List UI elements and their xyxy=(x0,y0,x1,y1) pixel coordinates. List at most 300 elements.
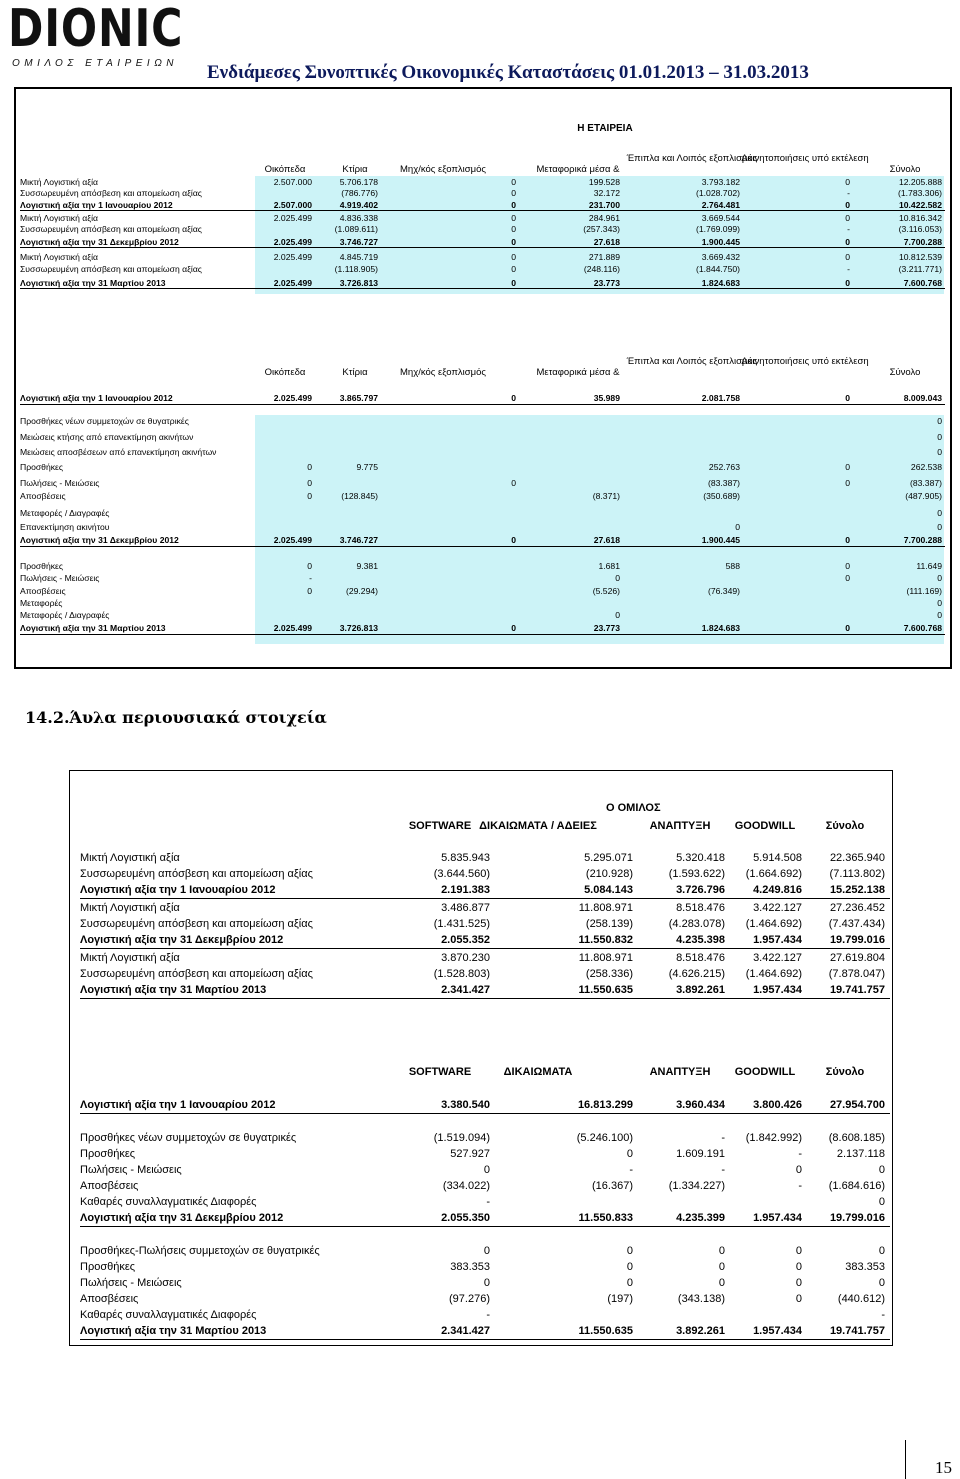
cell-value: (210.928) xyxy=(585,868,633,880)
cell-value: 4.235.399 xyxy=(676,1212,725,1224)
cell-value: (83.387) xyxy=(909,478,942,488)
table-row xyxy=(80,982,890,999)
row-label: Λογιστική αξία την 1 Ιανουαρίου 2012 xyxy=(20,393,173,403)
cell-value: 0 xyxy=(795,1293,802,1305)
table-row xyxy=(20,623,945,635)
cell-value: 2.025.499 xyxy=(273,213,312,223)
cell-value: (128.845) xyxy=(341,491,378,501)
cell-value: (258.336) xyxy=(585,968,633,980)
table-row xyxy=(20,535,945,547)
row-label: Προσθήκες xyxy=(20,462,64,472)
cell-value: 383.353 xyxy=(845,1261,885,1273)
cell-value: - xyxy=(798,1180,802,1192)
row-label: Λογιστική αξία την 31 Δεκεμβρίου 2012 xyxy=(80,1212,284,1224)
row-label: Καθαρές συναλλαγματικές Διαφορές xyxy=(80,1309,257,1321)
cell-value: 0 xyxy=(615,573,620,583)
cell-value: 0 xyxy=(845,200,850,210)
cell-value: 0 xyxy=(845,252,850,262)
cell-value: 0 xyxy=(307,561,312,571)
table-row xyxy=(20,213,945,223)
table-row xyxy=(20,522,945,533)
column-header: Μηχ/κός εξοπλισμός xyxy=(400,164,486,175)
column-header: Μεταφορικά μέσα & xyxy=(536,164,620,175)
cell-value: 12.205.888 xyxy=(898,177,942,187)
row-label: Μεταφορές / Διαγραφές xyxy=(20,610,110,620)
cell-value: 0 xyxy=(511,535,516,545)
cell-value: 0 xyxy=(307,478,312,488)
cell-value: (1.769.099) xyxy=(696,224,740,234)
cell-value: 1.681 xyxy=(598,561,620,571)
cell-value: 3.422.127 xyxy=(753,902,802,914)
cell-value: 32.172 xyxy=(593,188,620,198)
cell-value: 0 xyxy=(937,573,942,583)
cell-value: 7.700.288 xyxy=(903,237,942,247)
row-label: Αποσβέσεις xyxy=(80,1180,139,1192)
cell-value: 0 xyxy=(718,1277,725,1289)
row-label: Λογιστική αξία την 31 Δεκεμβρίου 2012 xyxy=(20,237,179,247)
cell-value: 0 xyxy=(511,188,516,198)
row-label: Λογιστική αξία την 31 Δεκεμβρίου 2012 xyxy=(20,535,179,545)
column-header: Μεταφορικά μέσα & xyxy=(536,367,620,378)
row-label: Συσσωρευμένη απόσβεση και απομείωση αξίας xyxy=(80,868,313,880)
cell-value: 0 xyxy=(795,1261,802,1273)
row-label: Λογιστική αξία την 1 Ιανουαρίου 2012 xyxy=(80,884,276,896)
cell-value: 383.353 xyxy=(450,1261,490,1273)
company-logo xyxy=(8,0,208,69)
cell-value: 252.763 xyxy=(708,462,740,472)
cell-value: 10.816.342 xyxy=(898,213,942,223)
table-row xyxy=(20,252,945,262)
cell-value: 11.550.635 xyxy=(578,984,633,996)
cell-value: (5.526) xyxy=(592,586,620,596)
cell-value: 8.518.476 xyxy=(676,952,725,964)
cell-value: 2.025.499 xyxy=(273,252,312,262)
cell-value: 10.812.539 xyxy=(898,252,942,262)
cell-value: 0 xyxy=(626,1261,633,1273)
cell-value: 19.741.757 xyxy=(829,984,885,996)
column-header: GOODWILL xyxy=(734,820,796,832)
cell-value: 2.507.000 xyxy=(273,200,312,210)
cell-value: (786.776) xyxy=(341,188,378,198)
cell-value: 5.914.508 xyxy=(753,852,802,864)
column-header: Οικόπεδα xyxy=(264,164,306,175)
cell-value: 3.865.797 xyxy=(339,393,378,403)
cell-value: 0 xyxy=(795,1245,802,1257)
cell-value: (1.593.622) xyxy=(668,868,725,880)
row-label: Επανεκτίμηση ακινήτου xyxy=(20,522,110,532)
cell-value: 3.726.813 xyxy=(339,623,378,633)
cell-value: (29.294) xyxy=(345,586,378,596)
row-label: Προσθήκες νέων συμμετοχών σε θυγατρικές xyxy=(20,416,189,426)
cell-value: 3.892.261 xyxy=(676,984,725,996)
column-header: Μηχ/κός εξοπλισμός xyxy=(400,367,486,378)
table-row xyxy=(80,1291,890,1307)
row-label: Λογιστική αξία την 31 Μαρτίου 2013 xyxy=(20,278,166,288)
cell-value: (1.519.094) xyxy=(433,1132,490,1144)
cell-value: 19.799.016 xyxy=(829,934,885,946)
row-label: Λογιστική αξία την 31 Μαρτίου 2013 xyxy=(80,1325,267,1337)
cell-value: 3.793.182 xyxy=(701,177,740,187)
column-header: ΔΙΚΑΙΩΜΑΤΑ xyxy=(503,1066,573,1078)
cell-value: 27.619.804 xyxy=(829,952,885,964)
cell-value: 2.025.499 xyxy=(273,237,312,247)
table-row xyxy=(80,1323,890,1340)
cell-value: 0 xyxy=(511,177,516,187)
cell-value: 0 xyxy=(845,213,850,223)
cell-value: 2.137.118 xyxy=(836,1148,885,1160)
table-row xyxy=(80,1259,890,1275)
cell-value: 3.746.727 xyxy=(339,237,378,247)
cell-value: 11.649 xyxy=(916,561,942,571)
cell-value: 0 xyxy=(511,252,516,262)
cell-value: (3.211.771) xyxy=(898,264,942,274)
row-label: Λογιστική αξία την 31 Μαρτίου 2013 xyxy=(80,984,267,996)
cell-value: 262.538 xyxy=(910,462,942,472)
column-header: Έπιπλα και Λοιπός εξοπλισμός xyxy=(626,153,758,164)
table-row xyxy=(80,1307,890,1323)
cell-value: 3.669.544 xyxy=(701,213,740,223)
cell-value: 0 xyxy=(845,393,850,403)
row-label: Συσσωρευμένη απόσβεση και απομείωση αξίας xyxy=(20,264,202,274)
cell-value: (1.431.525) xyxy=(433,918,490,930)
cell-value: 1.824.683 xyxy=(701,278,740,288)
cell-value: 0 xyxy=(937,432,942,442)
table-row xyxy=(80,882,890,899)
table-row xyxy=(80,850,890,866)
cell-value: 1.957.434 xyxy=(753,1212,802,1224)
cell-value: 3.422.127 xyxy=(753,952,802,964)
cell-value: 0 xyxy=(878,1196,885,1208)
cell-value: 2.764.481 xyxy=(701,200,740,210)
column-header: Οικόπεδα xyxy=(264,367,306,378)
table-row xyxy=(80,1097,890,1114)
cell-value: - xyxy=(309,573,312,583)
column-header: SOFTWARE xyxy=(408,820,472,832)
document-title: Ενδιάμεσες Συνοπτικές Οικονομικές Καταστάσεις 01.01.2013 – 31.03.2013 xyxy=(207,62,809,83)
cell-value: - xyxy=(486,1309,490,1321)
table-row xyxy=(20,278,945,289)
table-row xyxy=(20,491,945,502)
cell-value: (1.089.611) xyxy=(334,224,378,234)
cell-value: 2.025.499 xyxy=(273,393,312,403)
cell-value: - xyxy=(847,264,850,274)
row-label: Μειώσεις αποσβέσεων από επανεκτίμηση ακινήτων xyxy=(20,447,217,457)
column-header: ΑΝΑΠΤΥΞΗ xyxy=(649,1066,711,1078)
cell-value: 0 xyxy=(511,213,516,223)
column-header: Σύνολο xyxy=(889,367,921,378)
cell-value: (3.644.560) xyxy=(433,868,490,880)
cell-value: 0 xyxy=(483,1277,490,1289)
cell-value: 0 xyxy=(511,200,516,210)
cell-value: 3.726.796 xyxy=(676,884,725,896)
cell-value: (76.349) xyxy=(707,586,740,596)
cell-value: 3.486.877 xyxy=(441,902,490,914)
row-label: Λογιστική αξία την 1 Ιανουαρίου 2012 xyxy=(80,1099,276,1111)
cell-value: 0 xyxy=(718,1245,725,1257)
cell-value: (1.118.905) xyxy=(334,264,378,274)
cell-value: 0 xyxy=(937,447,942,457)
table-row xyxy=(80,932,890,949)
cell-value: - xyxy=(721,1164,725,1176)
cell-value: 5.084.143 xyxy=(584,884,633,896)
table-row xyxy=(20,462,945,473)
cell-value: 0 xyxy=(845,478,850,488)
cell-value: (8.371) xyxy=(592,491,620,501)
cell-value: 2.055.350 xyxy=(441,1212,490,1224)
cell-value: 15.252.138 xyxy=(829,884,885,896)
cell-value: 11.808.971 xyxy=(578,902,633,914)
cell-value: - xyxy=(847,188,850,198)
cell-value: (7.437.434) xyxy=(828,918,885,930)
table-row xyxy=(20,561,945,572)
cell-value: 2.025.499 xyxy=(273,535,312,545)
cell-value: 0 xyxy=(718,1261,725,1273)
cell-value: 1.957.434 xyxy=(753,984,802,996)
row-label: Αποσβέσεις xyxy=(20,491,66,501)
row-label: Προσθήκες-Πωλήσεις συμμετοχών σε θυγατρικές xyxy=(80,1245,320,1257)
cell-value: 0 xyxy=(307,491,312,501)
cell-value: (1.334.227) xyxy=(668,1180,725,1192)
cell-value: 0 xyxy=(845,535,850,545)
table-row xyxy=(20,573,945,584)
cell-value: 0 xyxy=(511,264,516,274)
row-label: Πωλήσεις - Μειώσεις xyxy=(20,478,100,488)
table-row xyxy=(80,900,890,916)
column-header: Ακινητοποιήσεις υπό εκτέλεση xyxy=(741,356,869,367)
cell-value: 4.845.719 xyxy=(339,252,378,262)
row-label: Μικτή Λογιστική αξία xyxy=(20,213,98,223)
column-header: Σύνολο xyxy=(825,1066,865,1078)
table-row xyxy=(20,432,945,443)
cell-value: 271.889 xyxy=(588,252,620,262)
table-row xyxy=(20,586,945,597)
cell-value: (1.028.702) xyxy=(696,188,740,198)
column-header: Ακινητοποιήσεις υπό εκτέλεση xyxy=(741,153,869,164)
table-row xyxy=(80,1194,890,1210)
company-table-title: Η ΕΤΑΙΡΕΙΑ xyxy=(577,123,633,134)
row-label: Συσσωρευμένη απόσβεση και απομείωση αξίας xyxy=(20,224,202,234)
cell-value: 3.960.434 xyxy=(676,1099,725,1111)
table-row xyxy=(20,610,945,621)
cell-value: 0 xyxy=(626,1148,633,1160)
row-label: Πωλήσεις - Μειώσεις xyxy=(20,573,100,583)
cell-value: (1.684.616) xyxy=(828,1180,885,1192)
row-label: Συσσωρευμένη απόσβεση και απομείωση αξίας xyxy=(80,918,313,930)
cell-value: 2.191.383 xyxy=(441,884,490,896)
cell-value: 588 xyxy=(725,561,740,571)
column-header: ΔΙΚΑΙΩΜΑΤΑ / ΑΔΕΙΕΣ xyxy=(479,820,597,832)
column-header: Σύνολο xyxy=(825,820,865,832)
cell-value: (111.169) xyxy=(906,586,942,596)
cell-value: 11.550.832 xyxy=(578,934,633,946)
cell-value: 199.528 xyxy=(588,177,620,187)
table-row xyxy=(80,916,890,932)
table-row xyxy=(80,966,890,982)
cell-value: - xyxy=(629,1164,633,1176)
cell-value: 0 xyxy=(795,1164,802,1176)
table-row xyxy=(80,866,890,882)
cell-value: 2.081.758 xyxy=(701,393,740,403)
cell-value: 4.919.402 xyxy=(339,200,378,210)
table-row xyxy=(20,264,945,274)
cell-value: 0 xyxy=(511,623,516,633)
cell-value: 3.870.230 xyxy=(441,952,490,964)
cell-value: 19.741.757 xyxy=(829,1325,885,1337)
cell-value: 0 xyxy=(937,598,942,608)
cell-value: 8.518.476 xyxy=(676,902,725,914)
table-row xyxy=(20,237,945,248)
cell-value: 0 xyxy=(845,177,850,187)
cell-value: 7.600.768 xyxy=(903,623,942,633)
cell-value: (487.905) xyxy=(905,491,942,501)
cell-value: (4.283.078) xyxy=(668,918,725,930)
cell-value: 0 xyxy=(626,1245,633,1257)
row-label: Αποσβέσεις xyxy=(80,1293,139,1305)
column-header: Σύνολο xyxy=(889,164,921,175)
cell-value: 0 xyxy=(845,623,850,633)
table-row xyxy=(80,1178,890,1194)
table-row xyxy=(20,478,945,489)
cell-value: 3.726.813 xyxy=(339,278,378,288)
cell-value: (197) xyxy=(607,1293,633,1305)
cell-value: 16.813.299 xyxy=(577,1099,633,1111)
row-label: Μεταφορές / Διαγραφές xyxy=(20,508,110,518)
cell-value: (1.464.692) xyxy=(745,968,802,980)
cell-value: (1.528.803) xyxy=(433,968,490,980)
cell-value: (97.276) xyxy=(449,1293,490,1305)
cell-value: - xyxy=(847,224,850,234)
table-row xyxy=(20,447,945,458)
logo-subtitle: ΟΜΙΛΟΣ ΕΤΑΙΡΕΙΩΝ xyxy=(12,58,179,69)
cell-value: 2.341.427 xyxy=(441,1325,490,1337)
cell-value: (440.612) xyxy=(837,1293,885,1305)
cell-value: 527.927 xyxy=(450,1148,490,1160)
row-label: Λογιστική αξία την 31 Μαρτίου 2013 xyxy=(20,623,166,633)
cell-value: 5.295.071 xyxy=(584,852,633,864)
cell-value: (1.664.692) xyxy=(745,868,802,880)
cell-value: 0 xyxy=(735,522,740,532)
cell-value: 3.800.426 xyxy=(753,1099,802,1111)
cell-value: - xyxy=(721,1132,725,1144)
cell-value: 23.773 xyxy=(593,278,620,288)
table-row xyxy=(80,1130,890,1146)
cell-value: 35.989 xyxy=(593,393,620,403)
column-header: SOFTWARE xyxy=(408,1066,472,1078)
page-number-rule xyxy=(905,1440,906,1479)
cell-value: 27.236.452 xyxy=(829,902,885,914)
cell-value: (1.464.692) xyxy=(745,918,802,930)
row-label: Πωλήσεις - Μειώσεις xyxy=(80,1277,182,1289)
column-header: Κτίρια xyxy=(342,367,368,378)
table-row xyxy=(20,177,945,187)
cell-value: 0 xyxy=(845,237,850,247)
cell-value: 0 xyxy=(483,1245,490,1257)
section-title: 14.2.Άυλα περιουσιακά στοιχεία xyxy=(25,708,327,727)
table-row xyxy=(80,1146,890,1162)
cell-value: 1.957.434 xyxy=(753,934,802,946)
column-header: Κτίρια xyxy=(342,164,368,175)
cell-value: 0 xyxy=(511,278,516,288)
table-row xyxy=(20,598,945,609)
row-label: Μειώσεις κτήσης από επανεκτίμηση ακινήτων xyxy=(20,432,194,442)
cell-value: (248.116) xyxy=(583,264,620,274)
cell-value: - xyxy=(798,1148,802,1160)
cell-value: 284.961 xyxy=(588,213,620,223)
cell-value: 1.609.191 xyxy=(676,1148,725,1160)
cell-value: 5.320.418 xyxy=(676,852,725,864)
cell-value: 0 xyxy=(795,1277,802,1289)
cell-value: 11.550.635 xyxy=(578,1325,633,1337)
cell-value: 7.700.288 xyxy=(903,535,942,545)
row-label: Μικτή Λογιστική αξία xyxy=(80,852,180,864)
cell-value: 3.892.261 xyxy=(676,1325,725,1337)
table-row xyxy=(20,188,945,198)
cell-value: 27.618 xyxy=(593,237,620,247)
cell-value: 0 xyxy=(511,393,516,403)
row-label: Καθαρές συναλλαγματικές Διαφορές xyxy=(80,1196,257,1208)
cell-value: - xyxy=(881,1309,885,1321)
row-label: Μεταφορές xyxy=(20,598,63,608)
logo-wordmark: DIONIC xyxy=(8,0,184,59)
cell-value: 11.550.833 xyxy=(578,1212,633,1224)
cell-value: 0 xyxy=(845,561,850,571)
cell-value: 3.746.727 xyxy=(339,535,378,545)
cell-value: 0 xyxy=(937,610,942,620)
cell-value: 3.380.540 xyxy=(441,1099,490,1111)
cell-value: - xyxy=(486,1196,490,1208)
row-label: Προσθήκες xyxy=(80,1148,136,1160)
cell-value: 0 xyxy=(626,1277,633,1289)
cell-value: 10.422.582 xyxy=(898,200,942,210)
row-label: Μικτή Λογιστική αξία xyxy=(20,177,98,187)
cell-value: 0 xyxy=(845,462,850,472)
row-label: Μικτή Λογιστική αξία xyxy=(80,902,180,914)
cell-value: (3.116.053) xyxy=(898,224,942,234)
table-row xyxy=(80,1243,890,1259)
cell-value: 2.055.352 xyxy=(441,934,490,946)
row-label: Προσθήκες xyxy=(20,561,64,571)
cell-value: 4.836.338 xyxy=(339,213,378,223)
cell-value: 4.249.816 xyxy=(753,884,802,896)
cell-value: 1.824.683 xyxy=(701,623,740,633)
cell-value: (8.608.185) xyxy=(828,1132,885,1144)
column-header: GOODWILL xyxy=(734,1066,796,1078)
table-row xyxy=(80,950,890,966)
column-header: ΑΝΑΠΤΥΞΗ xyxy=(649,820,711,832)
row-label: Συσσωρευμένη απόσβεση και απομείωση αξίας xyxy=(80,968,313,980)
cell-value: 22.365.940 xyxy=(829,852,885,864)
cell-value: 2.341.427 xyxy=(441,984,490,996)
row-label: Λογιστική αξία την 31 Δεκεμβρίου 2012 xyxy=(80,934,284,946)
cell-value: 27.954.700 xyxy=(829,1099,885,1111)
cell-value: 0 xyxy=(615,610,620,620)
cell-value: 23.773 xyxy=(593,623,620,633)
table-row xyxy=(20,200,945,211)
cell-value: 2.507.000 xyxy=(273,177,312,187)
cell-value: 4.235.398 xyxy=(676,934,725,946)
cell-value: (334.022) xyxy=(442,1180,490,1192)
group-title: Ο ΟΜΙΛΟΣ xyxy=(606,802,661,814)
cell-value: (1.844.750) xyxy=(696,264,740,274)
row-label: Προσθήκες xyxy=(80,1261,136,1273)
cell-value: 2.025.499 xyxy=(273,278,312,288)
row-label: Προσθήκες νέων συμμετοχών σε θυγατρικές xyxy=(80,1132,297,1144)
cell-value: 9.381 xyxy=(356,561,378,571)
cell-value: 231.700 xyxy=(588,200,620,210)
table-row xyxy=(20,224,945,234)
cell-value: 7.600.768 xyxy=(903,278,942,288)
cell-value: 0 xyxy=(307,462,312,472)
